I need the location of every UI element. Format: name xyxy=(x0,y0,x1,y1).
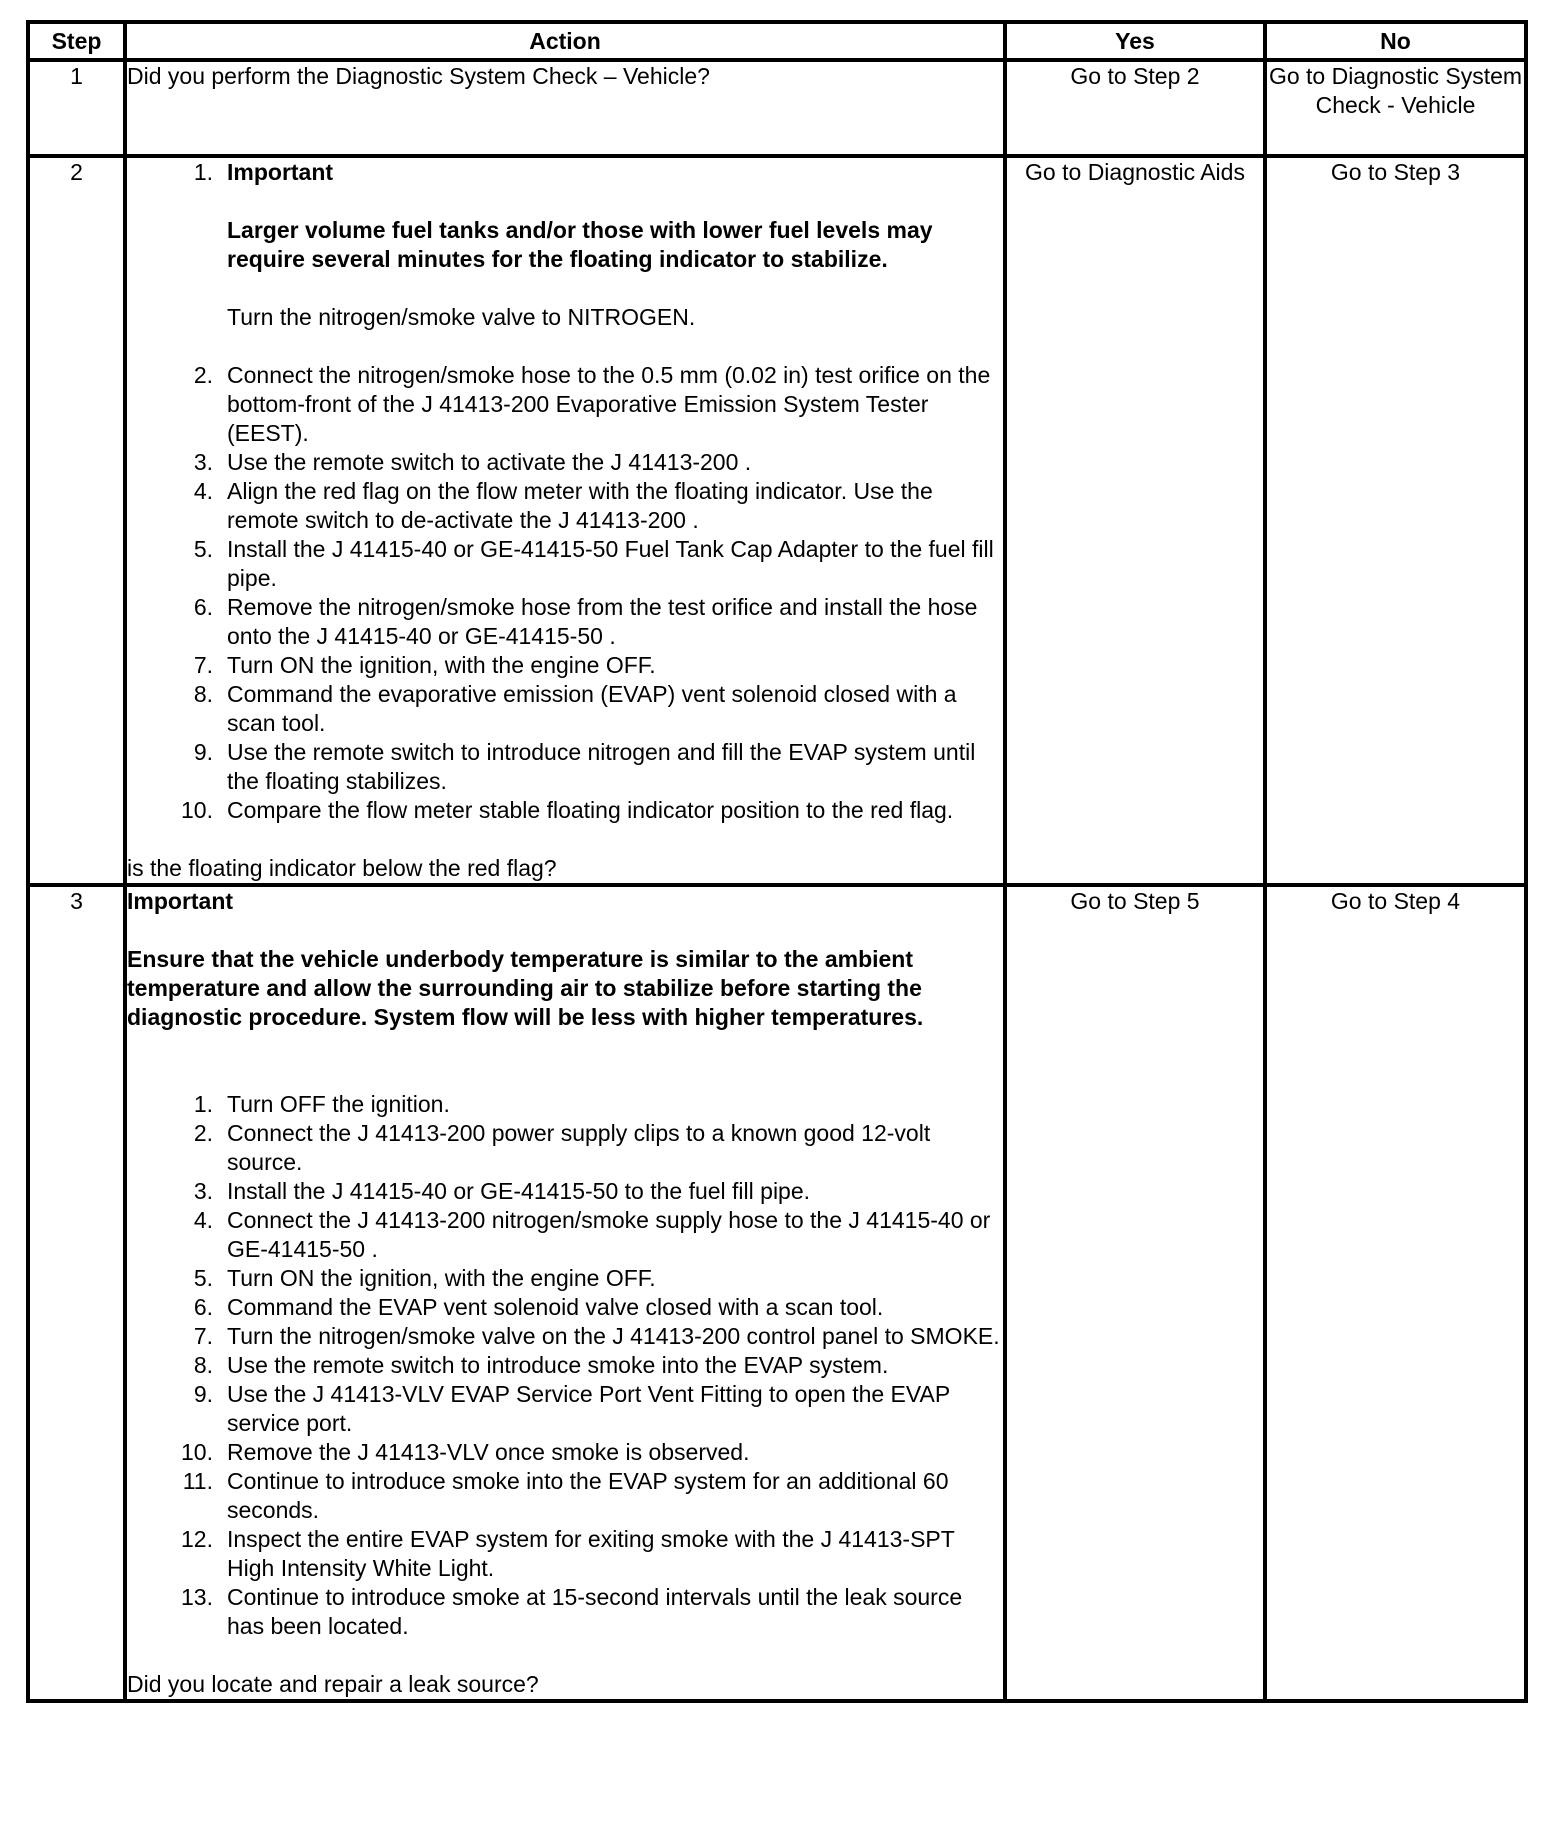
list-item xyxy=(127,796,1003,825)
list-item-number: 9. xyxy=(193,739,213,765)
list-item-number: 3. xyxy=(193,449,213,475)
list-item-text: Remove the nitrogen/smoke hose from the test orifice and install the hose onto the J 41415-40 or GE-41415-50 . xyxy=(227,594,978,649)
diagnostic-table xyxy=(26,20,1528,1703)
list-item xyxy=(127,1438,1003,1467)
list-item xyxy=(127,1467,1003,1525)
instruction-text: Turn the nitrogen/smoke valve to NITROGEN. xyxy=(227,304,696,330)
list-item-text: Continue to introduce smoke at 15-second intervals until the leak source has been located. xyxy=(227,1584,963,1639)
list-item xyxy=(127,1090,1003,1119)
list-item xyxy=(127,535,1003,593)
list-item-number: 5. xyxy=(193,536,213,562)
list-item-number: 10. xyxy=(181,797,213,823)
table-row xyxy=(28,60,1526,156)
list-item-number: 2. xyxy=(193,362,213,388)
list-item xyxy=(127,1380,1003,1438)
list-item-text: Compare the flow meter stable floating indicator position to the red flag. xyxy=(227,797,954,823)
list-item-text: Use the J 41413-VLV EVAP Service Port Vent Fitting to open the EVAP service port. xyxy=(227,1381,950,1436)
list-item-text: Command the EVAP vent solenoid valve closed with a scan tool. xyxy=(227,1294,884,1320)
list-item-text: Connect the nitrogen/smoke hose to the 0.5 mm (0.02 in) test orifice on the bottom-front of the J 41413-200 Evaporative Emission System Tester (EEST). xyxy=(227,362,991,446)
list-item xyxy=(127,448,1003,477)
table-row xyxy=(28,156,1526,885)
list-item-number: 2. xyxy=(193,1120,213,1146)
step-list xyxy=(127,158,1003,187)
list-item xyxy=(127,1525,1003,1583)
list-item xyxy=(127,1206,1003,1264)
yes-cell: Go to Diagnostic Aids xyxy=(1005,156,1265,885)
list-item xyxy=(127,738,1003,796)
list-item xyxy=(127,1177,1003,1206)
list-item-number: 11. xyxy=(182,1468,213,1494)
list-item-text: Turn ON the ignition, with the engine OFF. xyxy=(227,652,656,678)
no-cell: Go to Step 4 xyxy=(1265,885,1526,1701)
list-item-number: 7. xyxy=(193,652,213,678)
header-action: Action xyxy=(125,22,1005,60)
list-item-number: 10. xyxy=(181,1439,213,1465)
step-list xyxy=(127,361,1003,825)
table-row xyxy=(28,885,1526,1701)
list-item-text: Turn OFF the ignition. xyxy=(227,1091,450,1117)
list-item xyxy=(127,1322,1003,1351)
important-note: Larger volume fuel tanks and/or those with lower fuel levels may require several minutes for the floating indicator to stabilize. xyxy=(227,217,933,272)
list-item-number: 9. xyxy=(193,1381,213,1407)
no-cell: Go to Diagnostic System Check - Vehicle xyxy=(1265,60,1526,156)
list-item-number: 8. xyxy=(193,1352,213,1378)
question-text: is the floating indicator below the red flag? xyxy=(127,855,557,881)
list-item-text: Turn ON the ignition, with the engine OFF. xyxy=(227,1265,656,1291)
question-text: Did you perform the Diagnostic System Check – Vehicle? xyxy=(127,63,710,89)
step-number: 2 xyxy=(28,156,125,885)
important-label: Important xyxy=(227,159,334,185)
list-item-number: 3. xyxy=(193,1178,213,1204)
action-cell xyxy=(125,885,1005,1701)
list-item xyxy=(127,651,1003,680)
list-item xyxy=(127,1293,1003,1322)
list-item xyxy=(127,1119,1003,1177)
list-item xyxy=(127,361,1003,448)
list-item xyxy=(127,593,1003,651)
question-text: Did you locate and repair a leak source? xyxy=(127,1671,539,1697)
header-no: No xyxy=(1265,22,1526,60)
list-item xyxy=(127,477,1003,535)
yes-cell: Go to Step 2 xyxy=(1005,60,1265,156)
list-item-text: Use the remote switch to activate the J 41413-200 . xyxy=(227,449,752,475)
list-item-number: 1. xyxy=(193,159,213,185)
list-item-number: 4. xyxy=(193,478,213,504)
important-note: Ensure that the vehicle underbody temperature is similar to the ambient temperature and allow the surrounding air to stabilize before starting the diagnostic procedure. System flow will be less with higher temperatures. xyxy=(127,946,924,1030)
step-number: 1 xyxy=(28,60,125,156)
no-cell: Go to Step 3 xyxy=(1265,156,1526,885)
header-step: Step xyxy=(28,22,125,60)
list-item-text: Use the remote switch to introduce smoke into the EVAP system. xyxy=(227,1352,889,1378)
header-row xyxy=(28,22,1526,60)
header-yes: Yes xyxy=(1005,22,1265,60)
step-list xyxy=(127,1090,1003,1641)
list-item-text: Install the J 41415-40 or GE-41415-50 Fuel Tank Cap Adapter to the fuel fill pipe. xyxy=(227,536,994,591)
list-item-number: 5. xyxy=(193,1265,213,1291)
list-item-text: Turn the nitrogen/smoke valve on the J 41413-200 control panel to SMOKE. xyxy=(227,1323,1000,1349)
list-item-number: 6. xyxy=(193,1294,213,1320)
list-item-text: Connect the J 41413-200 power supply clips to a known good 12-volt source. xyxy=(227,1120,931,1175)
list-item-number: 12. xyxy=(181,1526,213,1552)
list-item-number: 7. xyxy=(193,1323,213,1349)
list-item xyxy=(127,680,1003,738)
list-item-number: 8. xyxy=(193,681,213,707)
list-item-text: Command the evaporative emission (EVAP) vent solenoid closed with a scan tool. xyxy=(227,681,957,736)
important-label: Important xyxy=(127,888,234,914)
list-item xyxy=(127,1264,1003,1293)
list-item-number: 13. xyxy=(181,1584,213,1610)
list-item-text: Install the J 41415-40 or GE-41415-50 to the fuel fill pipe. xyxy=(227,1178,811,1204)
list-item xyxy=(127,158,1003,187)
list-item-number: 1. xyxy=(193,1091,213,1117)
list-item-text: Remove the J 41413-VLV once smoke is observed. xyxy=(227,1439,750,1465)
list-item xyxy=(127,1351,1003,1380)
list-item-text: Use the remote switch to introduce nitrogen and fill the EVAP system until the floating stabilizes. xyxy=(227,739,976,794)
list-item-number: 4. xyxy=(193,1207,213,1233)
list-item-text: Align the red flag on the flow meter with the floating indicator. Use the remote switch to de-activate the J 41413-200 . xyxy=(227,478,933,533)
list-item xyxy=(127,1583,1003,1641)
list-item-text: Inspect the entire EVAP system for exiting smoke with the J 41413-SPT High Intensity White Light. xyxy=(227,1526,955,1581)
action-cell xyxy=(125,60,1005,156)
list-item-number: 6. xyxy=(193,594,213,620)
step-number: 3 xyxy=(28,885,125,1701)
list-item-text: Connect the J 41413-200 nitrogen/smoke supply hose to the J 41415-40 or GE-41415-50 . xyxy=(227,1207,991,1262)
yes-cell: Go to Step 5 xyxy=(1005,885,1265,1701)
action-cell xyxy=(125,156,1005,885)
list-item-text: Continue to introduce smoke into the EVAP system for an additional 60 seconds. xyxy=(227,1468,949,1523)
